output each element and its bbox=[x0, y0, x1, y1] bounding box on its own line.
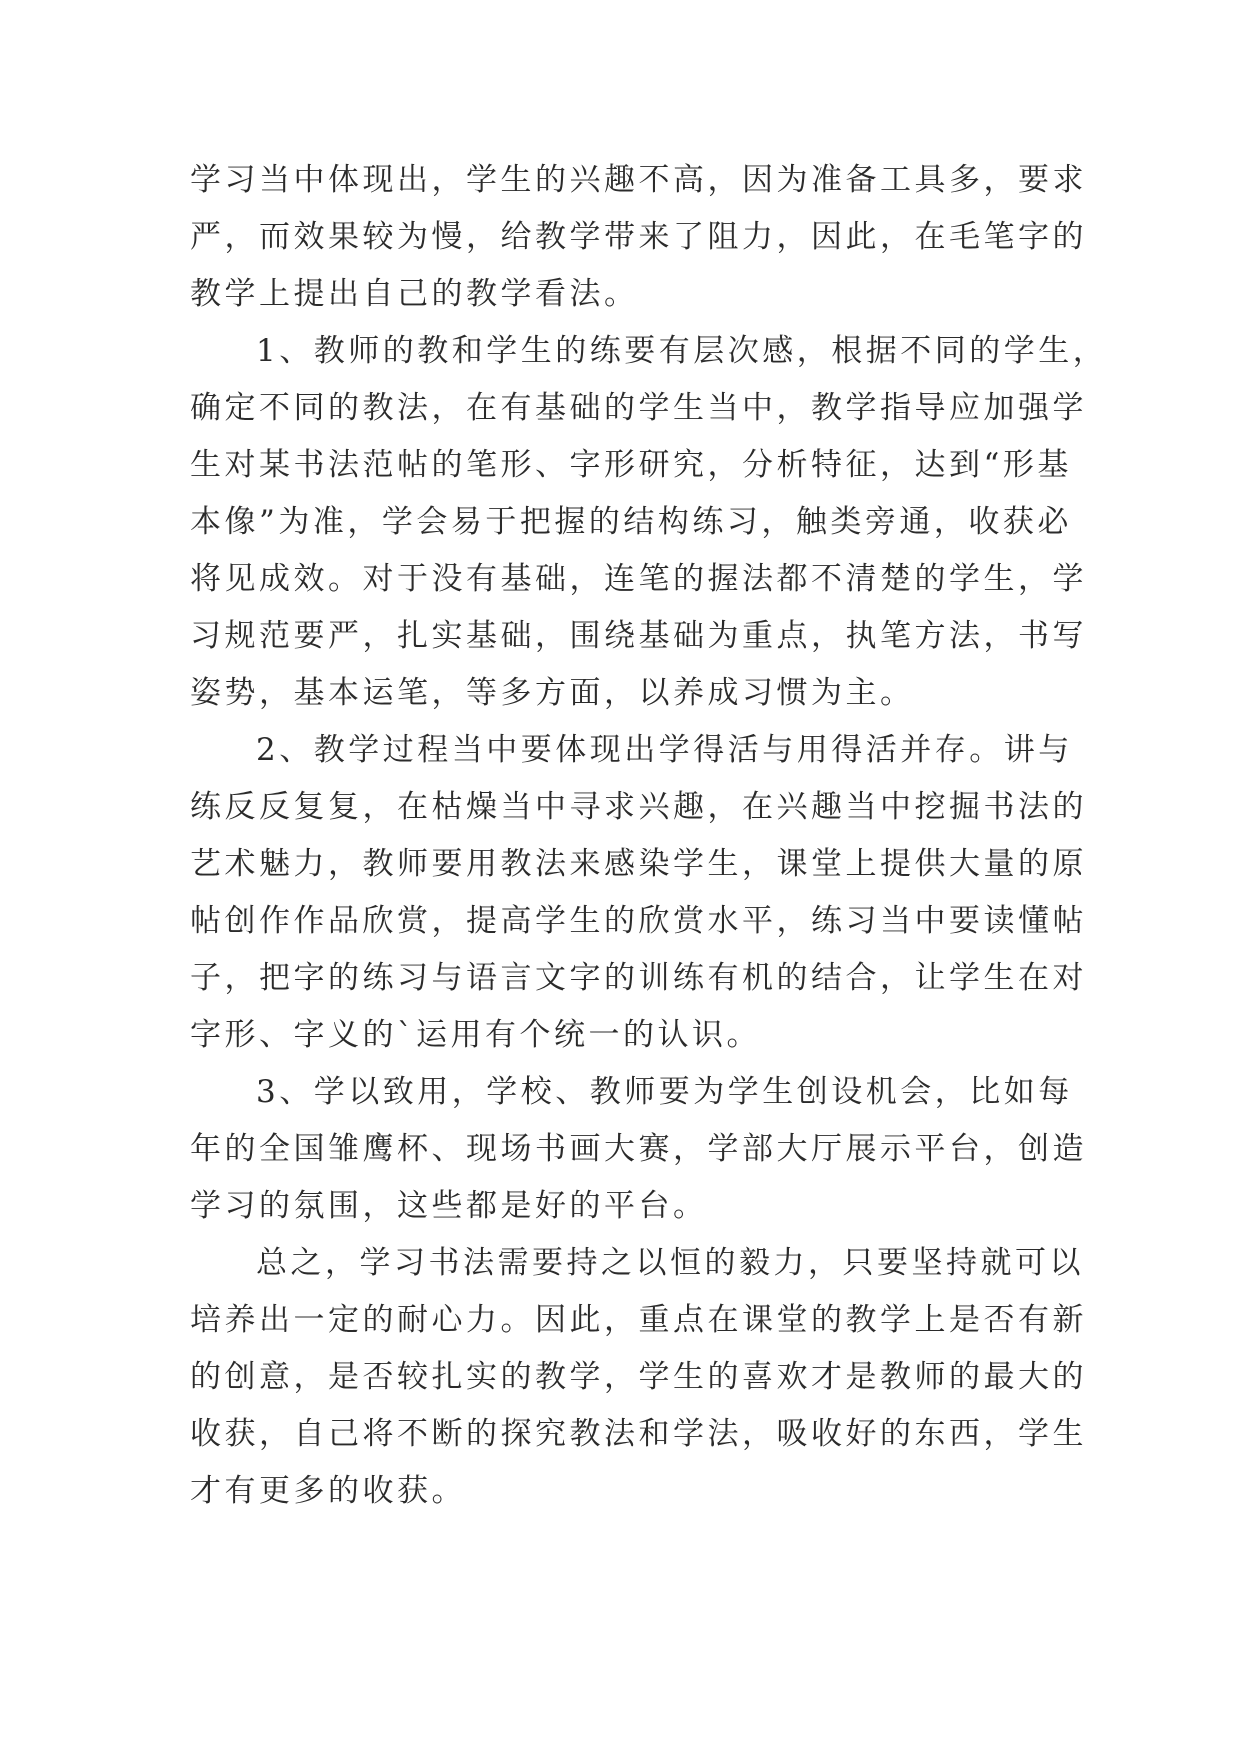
text-line: 学习的氛围，这些都是好的平台。 bbox=[190, 1188, 708, 1224]
text-line: 子，把字的练习与语言文字的训练有机的结合，让学生在对 bbox=[190, 960, 1087, 996]
text-line: 姿势，基本运笔，等多方面，以养成习惯为主。 bbox=[190, 675, 915, 711]
text-line: 生对某书法范帖的笔形、字形研究，分析特征，达到“形基 bbox=[190, 447, 1072, 483]
paragraph-point-3 bbox=[190, 1064, 1087, 1235]
paragraph-intro bbox=[190, 152, 1087, 323]
document-body bbox=[190, 152, 1108, 1520]
text-line: 习规范要严，扎实基础，围绕基础为重点，执笔方法，书写 bbox=[190, 618, 1087, 654]
paragraph-point-2 bbox=[190, 722, 1087, 1064]
text-line: 才有更多的收获。 bbox=[190, 1473, 466, 1509]
text-line: 年的全国雏鹰杯、现场书画大赛，学部大厅展示平台，创造 bbox=[190, 1131, 1087, 1167]
text-line: 将见成效。对于没有基础，连笔的握法都不清楚的学生，学 bbox=[190, 561, 1087, 597]
text-line: 字形、字义的`运用有个统一的认识。 bbox=[190, 1017, 761, 1053]
text-line: 帖创作作品欣赏，提高学生的欣赏水平，练习当中要读懂帖 bbox=[190, 903, 1087, 939]
text-line: 本像”为准，学会易于把握的结构练习，触类旁通，收获必 bbox=[190, 504, 1072, 540]
text-line: 艺术魅力，教师要用教法来感染学生，课堂上提供大量的原 bbox=[190, 846, 1087, 882]
text-line: 3、学以致用，学校、教师要为学生创设机会，比如每 bbox=[256, 1074, 1073, 1110]
text-line: 严，而效果较为慢，给教学带来了阻力，因此，在毛笔字的 bbox=[190, 219, 1087, 255]
paragraph-conclusion bbox=[190, 1235, 1087, 1520]
text-line: 教学上提出自己的教学看法。 bbox=[190, 276, 639, 312]
text-line: 培养出一定的耐心力。因此，重点在课堂的教学上是否有新 bbox=[190, 1302, 1087, 1338]
text-line: 2、教学过程当中要体现出学得活与用得活并存。讲与 bbox=[256, 732, 1073, 768]
paragraph-point-1 bbox=[190, 323, 1108, 722]
text-line: 的创意，是否较扎实的教学，学生的喜欢才是教师的最大的 bbox=[190, 1359, 1087, 1395]
text-line: 学习当中体现出，学生的兴趣不高，因为准备工具多，要求 bbox=[190, 162, 1087, 198]
text-line: 1、教师的教和学生的练要有层次感，根据不同的学生， bbox=[256, 333, 1108, 369]
text-line: 练反反复复，在枯燥当中寻求兴趣，在兴趣当中挖掘书法的 bbox=[190, 789, 1087, 825]
text-line: 收获，自己将不断的探究教法和学法，吸收好的东西，学生 bbox=[190, 1416, 1087, 1452]
text-line: 总之，学习书法需要持之以恒的毅力，只要坚持就可以 bbox=[256, 1245, 1084, 1281]
text-line: 确定不同的教法，在有基础的学生当中，教学指导应加强学 bbox=[190, 390, 1087, 426]
